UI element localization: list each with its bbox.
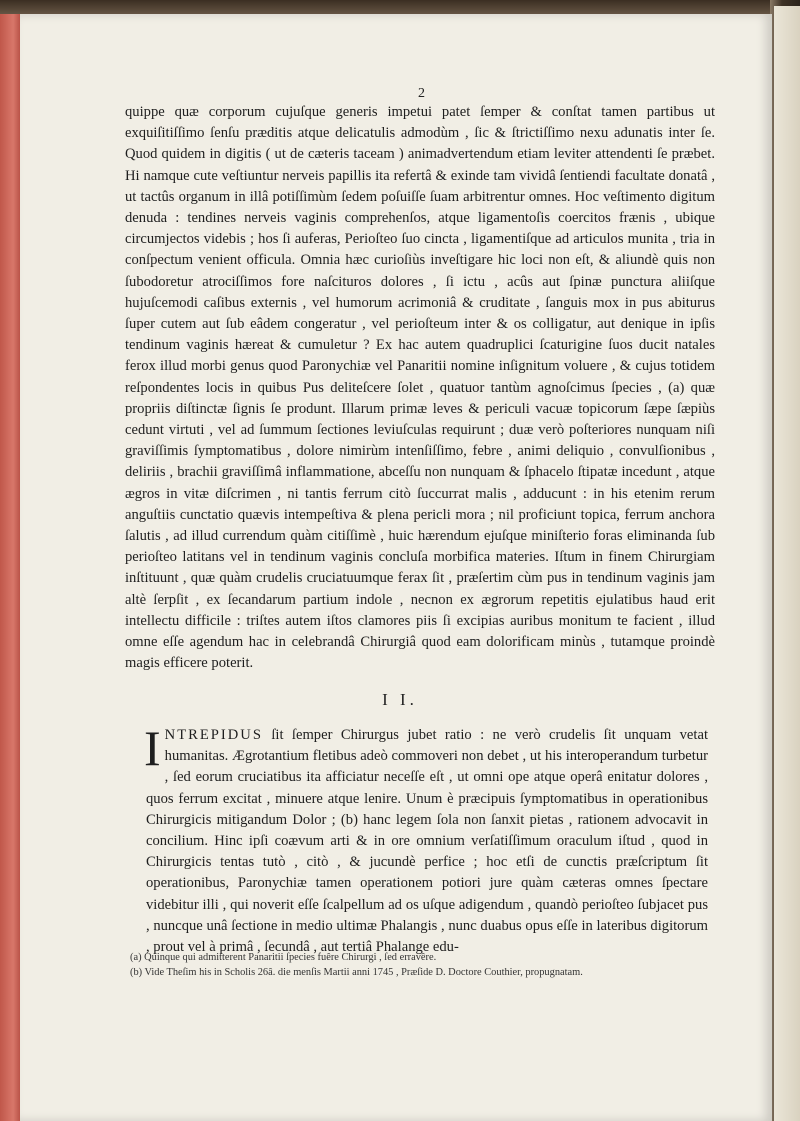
body-text (125, 102, 715, 674)
dropcap-letter: I (144, 720, 161, 776)
page-edge-left (0, 14, 22, 1121)
section-text (144, 720, 708, 958)
paragraph: quippe quæ corporum cujuſque generis impetui patet ſemper & conſtat tamen partibus ut exquiſitiſſimo ſenſu præditis atque delicatulis admodùm , ſic & ſtrictiſſimo nexu adunatis inter ſe. Quod quidem in digitis ( ut de cæteris taceam ) animadvertendum etiam leviter attendenti ſe præbet. Hi namque cute veſtiuntur nerveis papillis ita refertâ & exinde tam vividâ ſentiendi facultate donatâ , ut tactûs organum in illâ potiſſimùm ſedem poſuiſſe ſuam arbitrentur omnes. Hoc veſtimento digitum denuda : tendines nerveis vaginis comprehenſos, atque ligamentoſis coercitos frænis , ubique circumjectos videbis ; hos ſi auferas, Perioſteo ſuo cincta , ligamentiſque ad articulos munita , tria in conſpectum venient officula. Omnia hæc curioſiùs inveſtigare hic loci non eſt, & aliundè quis non ſubodoretur atrociſſimos fore naſcituros dolores , ſi ictu , acûs aut ſpinæ punctura aliiſque hujuſcemodi caſibus externis , vel humorum acrimoniâ & cruditate , ſanguis mox in pus abiturus ſuper cutem aut ſub eâdem congeratur , vel perioſteum inter & os colligatur, aut denique in ipſis tendinum vaginis hæreat & cumuletur ? Ex hac autem quadruplici ſcaturigine ſuos ducit natales ferox illud morbi genus quod Paronychiæ vel Panaritii nomine inſignitum voluere , & cujus totidem reſpondentes locis in quibus Pus deliteſcere ſolet , quatuor tantùm agnoſcimus ſpecies , (a) quæ propriis diſtinctæ ſignis ſe produnt. Illarum primæ leves & periculi vacuæ topicorum ſæpe ſæpiùs cedunt virtuti , vel ad ſummum ſectiones leviuſculas requirunt ; duæ verò poſteriores nunquam niſi graviſſimis ſymptomatibus , dolore nimirùm intenſiſſimo, febre , animi deliquio , convulſionibus , deliriis , brachii graviſſimâ inflammatione, abceſſu non nunquam & ſphacelo ſtipatæ incedunt , atque ægros in vitæ diſcrimen , ni tantis ferrum citò ſuccurrat malis , adducunt : in his etenim rerum anguſtiis cunctatio quævis intempeſtiva & plena pericli mora ; nil proficiunt topica, ferrum anchora ſalutis , ad illud currendum quàm citiſſimè , huic hærendum ejuſque miniſterio foras eliminanda ſub perioſteo latitans vel in tendinum vaginis concluſa morbifica materies. Iſtum in finem Chirurgiam inſtituunt , quæ quàm crudelis cruciatuumque ferax ſit , præſertim cùm pus in tendinum vaginis jam altè ſerpſit , ex ſecandarum partium indole , necnon ex ægrorum repetitis ejulatibus haud erit intellectu difficile : triſtes autem iſtos clamores piis ſi excipias auribus monitum te facient , illud omne eſſe agendum hac in celebrandâ Chirurgiâ quod eam dolorificam minùs , tutamque proindè magis efficere poterit. (125, 104, 715, 672)
section-heading: I I. (382, 690, 418, 709)
facing-page-edge (774, 6, 800, 1121)
footnote-a: (a) Quinque qui admitterent Panaritii ſpecies fuêre Chirurgi , ſed erravêre. (130, 952, 437, 963)
page-number: 2 (418, 86, 425, 101)
footnote-b: (b) Vide Theſim his in Scholis 26â. die menſis Martii anni 1745 , Præſide D. Doctore Couthier, propugnatam. (130, 966, 583, 978)
section-first-words: NTREPIDUS (164, 727, 263, 743)
footnotes (130, 951, 715, 980)
section-body: ſit ſemper Chirurgus jubet ratio : ne verò crudelis ſit unquam vetat humanitas. Ægrotantium fletibus adeò commoveri non debet , ut his interoperandum turbetur , ſed eorum cruciatibus ita afficiatur neceſſe eſt , ut omni ope atque operâ enitatur dolores , quos ferrum excitat , minuere atque lenire. Unum è præcipuis ſymptomatibus in operationibus Chirurgicis mitigandum Dolor ; (b) hanc legem ſola non ſanxit pietas , rationem advocavit in concilium. Hinc ipſi coævum arti & in ore omnium verſatiſſimum oraculum iſtud , quod in Chirurgicis tentas tutò , citò , & jucundè perfice ; hoc etſi de cunctis præſcriptum ſit operationibus, Paronychiæ tamen operationem potiori jure quàm cæteras omnes ſpectare videbitur illi , qui noverit eſſe ſcalpellum ad os uſque adigendum , quandò perioſteo ſubjacet pus , nuncque unâ ſectione in medio ultimæ Phalangis , nunc duabus opus eſſe in lateribus digitorum , prout vel à primâ , ſecundâ , aut tertiâ Phalange edu- (146, 727, 708, 956)
